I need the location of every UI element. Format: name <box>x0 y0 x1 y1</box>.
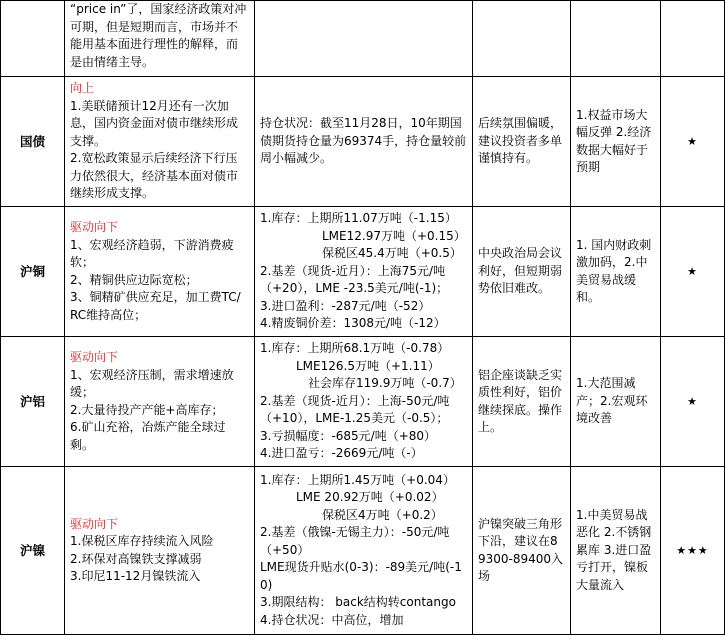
strategy-text: 中央政治局会议利好，但短期弱势依旧难改。 <box>478 246 563 296</box>
data-line: LME126.5万吨（+1.11） <box>296 358 440 373</box>
data-line: LME12.97万吨（+0.15） <box>322 228 466 243</box>
commodity-name: 国债 <box>1 77 65 207</box>
data-line: 2.基差（现货-近月）：上海75元/吨（+20），LME -23.5美元/吨(-1)； <box>260 263 449 296</box>
data-cell <box>255 207 473 337</box>
risk-text: 1. 国内财政刺激加码，2.中美贸易战缓和。 <box>576 237 652 304</box>
rating-stars: ★ <box>661 207 725 337</box>
data-line: 4.进口盈亏：-2669元/吨（-） <box>260 446 423 461</box>
data-cell <box>255 337 473 467</box>
rating-stars: ★ <box>661 337 725 467</box>
view-line: 1、宏观经济压制，需求增速放缓； <box>70 367 234 399</box>
strategy-text: 沪镍突破三角形下沿，建议在89300-89400入场 <box>478 516 564 583</box>
data-line: LME 20.92万吨（+0.02） <box>296 490 444 505</box>
data-line: 1.库存：上期所11.07万吨（-1.15） <box>260 211 457 226</box>
rating-stars: ★ <box>661 77 725 207</box>
commodity-name: 沪镍 <box>1 467 65 635</box>
commodity-name: 沪铝 <box>1 337 65 467</box>
data-line: 3.亏损幅度：-685元/吨（+80） <box>260 428 437 443</box>
direction-label: 驱动向下 <box>70 220 119 234</box>
rating-stars: ★★★ <box>661 467 725 635</box>
strategy-cell <box>473 1 571 77</box>
data-line: 1.库存：上期所1.45万吨（+0.04） <box>260 472 455 487</box>
strategy-cell <box>473 77 571 207</box>
view-cell <box>65 207 255 337</box>
view-line: 2.宽松政策显示后续经济下行压力依然很大，经济基本面对债市继续形成支撑。 <box>70 151 239 201</box>
view-cell <box>65 337 255 467</box>
strategy-text: 铝企座谈缺乏实质性利好，铝价继续探底。操作上。 <box>478 367 563 434</box>
view-cell <box>65 77 255 207</box>
stars-cell <box>661 1 725 77</box>
table-row <box>1 77 725 207</box>
data-line: 4.精废铜价差：1308元/吨（-12） <box>260 316 446 331</box>
risk-cell <box>571 1 661 77</box>
view-line: 1.保税区库存持续流入风险 <box>70 534 214 548</box>
strategy-cell <box>473 467 571 635</box>
view-line: 3、铜精矿供应充足，加工费TC/RC维持高位； <box>70 290 241 322</box>
view-text: “price in”了，国家经济政策对冲可期，但是短期而言，市场并不能用基本面进行理性的解释，而是由情绪主导。 <box>70 2 247 69</box>
table-row <box>1 337 725 467</box>
view-line: 6.矿山充裕，冶炼产能全球过剩。 <box>70 420 226 452</box>
view-line: 2.环保对高镍铁支撑减弱 <box>70 551 202 566</box>
direction-label: 驱动向下 <box>70 516 119 531</box>
direction-label: 驱动向下 <box>70 350 119 364</box>
risk-cell <box>571 207 661 337</box>
data-cell <box>255 77 473 207</box>
commodity-name: 沪铜 <box>1 207 65 337</box>
view-cell <box>65 467 255 635</box>
view-line: 1.美联储预计12月还有一次加息，国内资金面对债市继续形成支撑。 <box>70 98 239 148</box>
view-line: 1、宏观经济趋弱，下游消费疲软； <box>70 237 234 269</box>
risk-text: 1.中美贸易战恶化 2.不锈钢累库 3.进口盈亏打开，镍板大量流入 <box>576 507 652 592</box>
table-row <box>1 467 725 635</box>
risk-cell <box>571 467 661 635</box>
view-line: 2、精铜供应边际宽松； <box>70 272 198 287</box>
data-line: 保税区4万吨（+0.2） <box>322 507 443 522</box>
strategy-cell <box>473 337 571 467</box>
data-line: LME现货升贴水(0-3)：-89美元/吨(-10) <box>260 560 462 592</box>
table-row <box>1 1 725 77</box>
risk-text: 1.权益市场大幅反弹 2.经济数据大幅好于预期 <box>576 107 652 174</box>
data-line: 保税区45.4万吨（+0.5） <box>322 246 462 261</box>
view-cell <box>65 1 255 77</box>
data-line: 4.持仓状况：中高位，增加 <box>260 612 404 627</box>
strategy-text: 后续氛围偏暖，建议投资者多单谨慎持有。 <box>478 116 563 166</box>
data-line: 1.库存：上期所68.1万吨（-0.78） <box>260 341 450 356</box>
data-line: 社会库存119.9万吨（-0.7） <box>308 376 462 391</box>
view-line: 3.印尼11-12月镍铁流入 <box>70 569 201 583</box>
data-line: 3.期限结构： back结构转contango <box>260 595 456 610</box>
data-line: 3.进口盈利：-287元/吨（-52） <box>260 298 431 313</box>
risk-cell <box>571 77 661 207</box>
table-row <box>1 207 725 337</box>
data-line: 2.基差（俄镍-无锡主力）：-50元/吨（+50） <box>260 525 450 557</box>
risk-text: 1.大范围减产；2.宏观环境改善 <box>576 376 648 426</box>
data-cell <box>255 1 473 77</box>
strategy-cell <box>473 207 571 337</box>
data-line: 2.基差（现货-近月）：上海-50元/吨（+10），LME-1.25美元（-0.5）； <box>260 393 450 426</box>
direction-label: 向上 <box>70 81 95 96</box>
name-cell <box>1 1 65 77</box>
view-line: 2.大量待投产产能+高库存； <box>70 402 224 417</box>
risk-cell <box>571 337 661 467</box>
data-cell <box>255 467 473 635</box>
data-text: 持仓状况：截至11月28日，10年期国债期货持仓量为69374手，持仓量较前周小幅减少。 <box>260 116 467 166</box>
